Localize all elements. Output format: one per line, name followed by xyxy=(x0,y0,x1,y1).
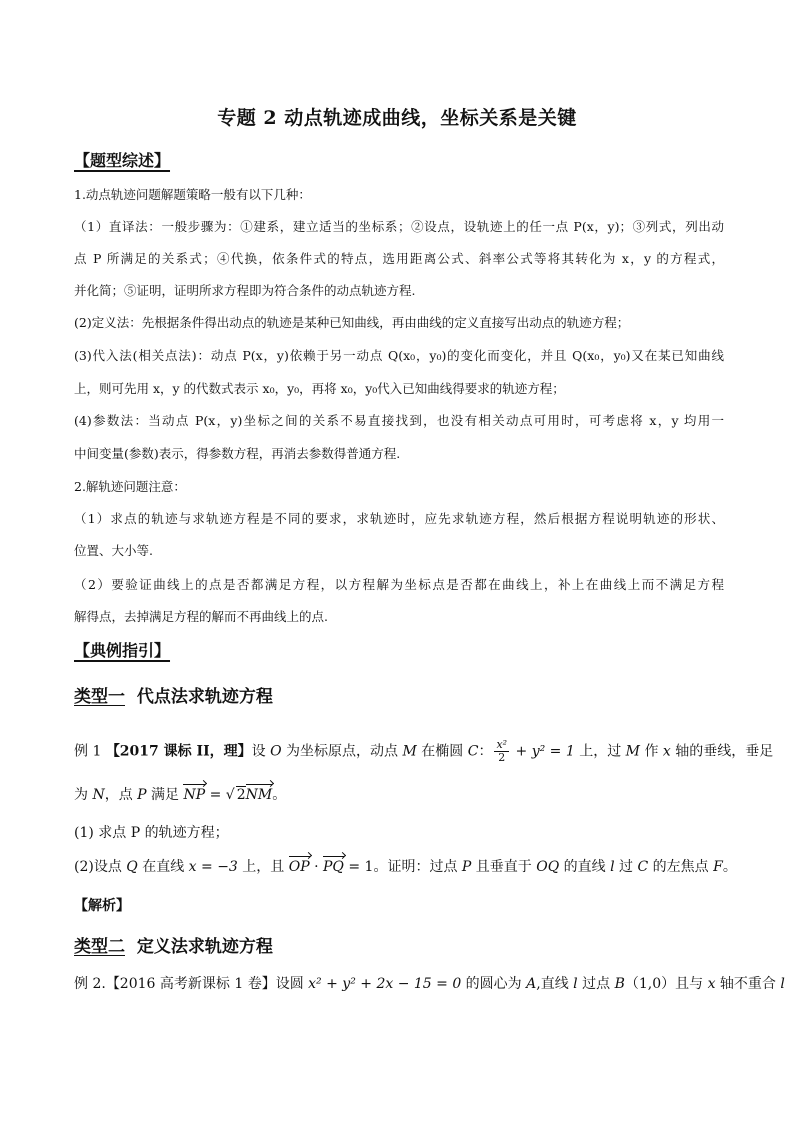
math-var: P xyxy=(137,787,147,803)
summary-line-13: （2）要验证曲线上的点是否都满足方程，以方程解为坐标点是否都在曲线上，补上在曲线上而不满足方程 xyxy=(74,577,724,592)
summary-heading: 【题型综述】 xyxy=(74,151,171,170)
math-expr: + y² = 1 xyxy=(511,743,575,760)
text-run: 上，且 xyxy=(237,859,289,875)
text-run: （1,0）且与 xyxy=(624,976,708,992)
example-1-source: 【2017 课标 II，理】 xyxy=(105,743,252,760)
math-var: F xyxy=(713,859,723,875)
text-run: 且垂直于 xyxy=(471,859,537,875)
summary-line-4: 并化简；⑤证明，证明所求方程即为符合条件的动点轨迹方程. xyxy=(74,283,416,298)
summary-line-6: (3)代入法(相关点法)：动点 P(x，y)依赖于另一动点 Q(x₀，y₀)的变化而变化，并且 Q(x₀，y₀)又在某已知曲线 xyxy=(74,348,724,363)
vector-op: OP xyxy=(288,859,310,875)
math-var: Q xyxy=(126,859,138,875)
math-var: C xyxy=(467,743,479,760)
summary-line-14: 解得点，去掉满足方程的解而不再曲线上的点. xyxy=(74,609,328,624)
summary-line-12: 位置、大小等. xyxy=(74,543,153,558)
example-1-question-1: (1) 求点 P 的轨迹方程； xyxy=(74,825,229,841)
summary-line-1: 1.动点轨迹问题解题策略一般有以下几种： xyxy=(74,187,311,202)
text-run: 作 xyxy=(640,743,663,760)
text-run: ,直线 xyxy=(536,976,574,992)
dot-operator: · xyxy=(309,859,324,875)
example-1-question-2 xyxy=(74,859,737,875)
text-run: 在椭圆 xyxy=(416,743,468,760)
text-run: 设 xyxy=(251,743,271,760)
fraction-denominator: 2 xyxy=(498,751,506,764)
analysis-heading: 【解析】 xyxy=(74,898,130,914)
text-run: 在直线 xyxy=(137,859,189,875)
text-run: ，点 xyxy=(104,787,138,803)
math-var: B xyxy=(614,976,625,992)
type-two-heading xyxy=(74,932,273,957)
example-2-prefix: 例 2. xyxy=(74,976,106,992)
text-run: 。 xyxy=(272,787,287,803)
example-1-line-2 xyxy=(74,786,724,803)
vector-nm: NM xyxy=(245,787,273,803)
text-run: ： xyxy=(478,743,493,760)
examples-heading: 【典例指引】 xyxy=(74,641,171,660)
example-2-line-1 xyxy=(74,976,785,992)
text-run: 满足 xyxy=(146,787,184,803)
type-one-heading xyxy=(74,682,273,707)
text-run: 。 xyxy=(722,859,737,875)
type-one-label: 类型一 xyxy=(74,687,125,707)
text-run: 过 xyxy=(614,859,638,875)
vector-np: NP xyxy=(183,787,206,803)
summary-line-8: (4)参数法：当动点 P(x，y)坐标之间的关系不易直接找到，也没有相关动点可用时，可考虑将 x，y 均用一 xyxy=(74,413,724,428)
vector-pq: PQ xyxy=(323,859,344,875)
math-expr: x = −3 xyxy=(188,859,238,875)
example-1-line-1 xyxy=(74,738,774,764)
math-var: C xyxy=(637,859,649,875)
math-var: x xyxy=(707,976,716,992)
text-run: 过点 xyxy=(577,976,615,992)
type-one-title: 代点法求轨迹方程 xyxy=(136,687,273,707)
example-2-source: 【2016 高考新课标 1 卷】 xyxy=(105,976,276,992)
summary-line-9: 中间变量(参数)表示，得参数方程，再消去参数得普通方程. xyxy=(74,446,401,461)
text-run: = 1。证明：过点 xyxy=(343,859,462,875)
ellipse-fraction xyxy=(494,739,509,764)
summary-line-11: （1）求点的轨迹与求轨迹方程是不同的要求，求轨迹时，应先求轨迹方程，然后根据方程说明轨迹的形状、 xyxy=(74,511,724,526)
text-run: (2)设点 xyxy=(74,859,127,875)
math-var: P xyxy=(461,859,472,875)
summary-line-5: (2)定义法：先根据条件得出动点的轨迹是某种已知曲线，再由曲线的定义直接写出动点的轨迹方程； xyxy=(74,315,630,330)
math-var: M xyxy=(402,743,417,760)
math-expr: x² + y² + 2x − 15 = 0 xyxy=(308,976,462,992)
math-var: x xyxy=(662,743,671,760)
math-var: l xyxy=(780,976,785,992)
text-run: 设圆 xyxy=(275,976,309,992)
math-var: N xyxy=(92,787,105,803)
page-title: 专题 2 动点轨迹成曲线，坐标关系是关键 xyxy=(217,107,577,129)
summary-line-7: 上，则可先用 x，y 的代数式表示 x₀，y₀，再将 x₀，y₀代入已知曲线得要求的轨迹方程； xyxy=(74,381,565,396)
text-run: 的圆心为 xyxy=(461,976,527,992)
math-var: A xyxy=(526,976,537,992)
text-run: 为坐标原点，动点 xyxy=(281,743,403,760)
summary-line-10: 2.解轨迹问题注意： xyxy=(74,479,186,494)
math-var: l xyxy=(573,976,578,992)
sqrt-sign: √ xyxy=(225,787,235,803)
text-run: = xyxy=(205,787,226,803)
text-run: 上，过 xyxy=(574,743,626,760)
math-var: O xyxy=(270,743,282,760)
summary-line-2: （1）直译法：一般步骤为：①建系，建立适当的坐标系；②设点，设轨迹上的任一点 P(x，y)；③列式，列出动 xyxy=(74,219,724,234)
text-run: 轴不重合 xyxy=(715,976,781,992)
math-var: M xyxy=(625,743,641,760)
text-run: 的直线 xyxy=(559,859,611,875)
fraction-numerator: x² xyxy=(496,738,508,751)
type-two-label: 类型二 xyxy=(74,937,125,957)
sqrt-radicand: 2 xyxy=(236,787,246,803)
example-1-prefix: 例 1 xyxy=(74,743,106,760)
math-var: OQ xyxy=(536,859,560,875)
text-run: 为 xyxy=(74,787,93,803)
text-run: 的左焦点 xyxy=(648,859,714,875)
text-run: 轴的垂线，垂足 xyxy=(670,743,774,760)
type-two-title: 定义法求轨迹方程 xyxy=(136,937,273,957)
summary-line-3: 点 P 所满足的关系式；④代换，依条件式的特点，选用距离公式、斜率公式等将其转化为 x，y 的方程式， xyxy=(74,251,724,266)
math-var: l xyxy=(610,859,615,875)
